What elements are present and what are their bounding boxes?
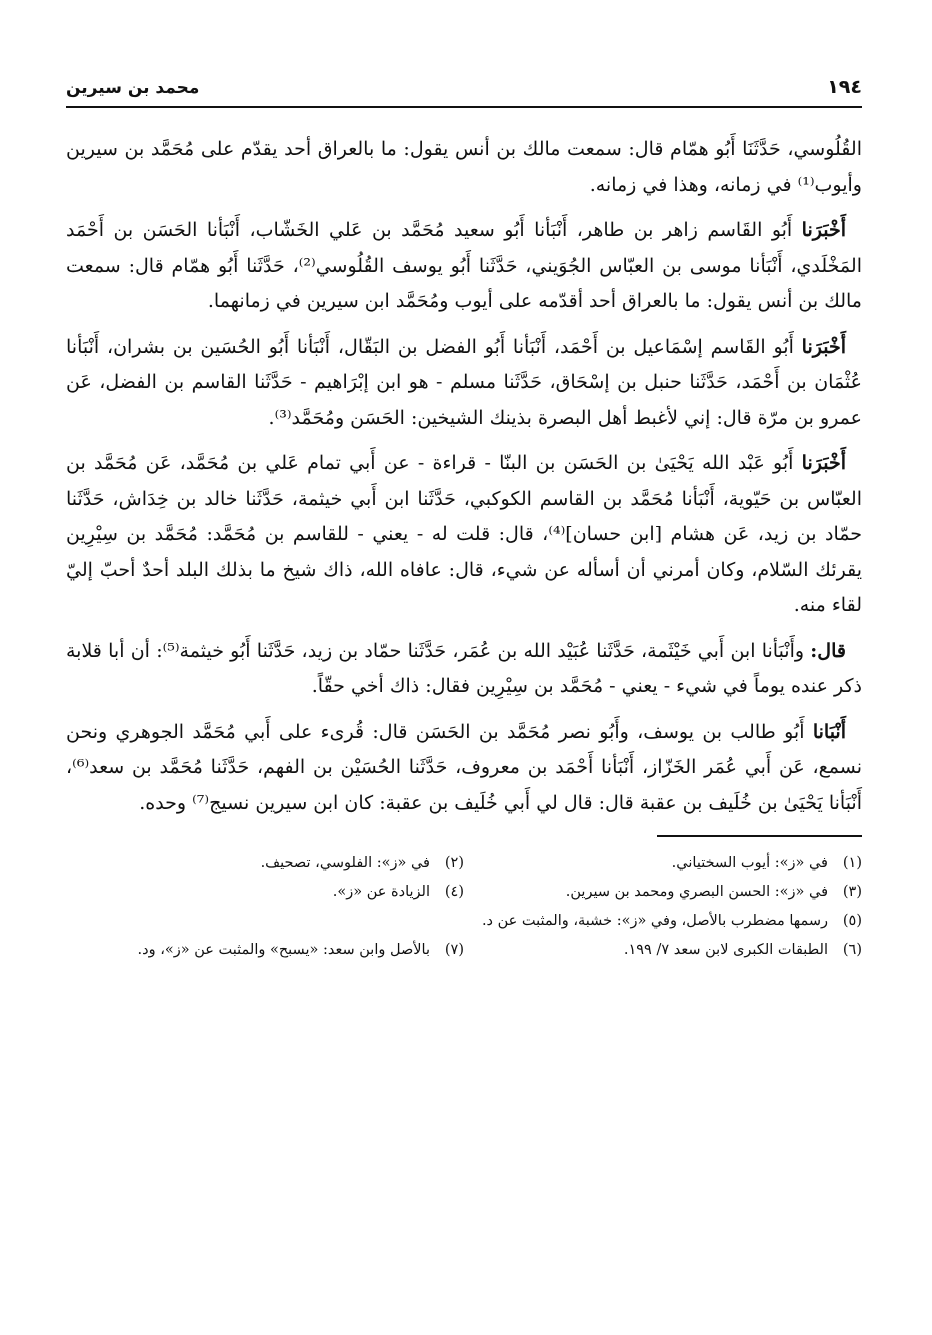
footnote-row [66, 878, 862, 907]
footnote-rule [657, 835, 862, 837]
footnote [66, 936, 464, 965]
paragraph [66, 213, 862, 320]
footnote [464, 878, 862, 907]
header-rule [66, 106, 862, 108]
paragraph [66, 330, 862, 437]
running-title: محمد بن سيرين [66, 78, 200, 98]
footnote [66, 849, 464, 878]
footnote-row [66, 936, 862, 965]
paragraph [66, 715, 862, 822]
body-text [66, 132, 862, 821]
paragraph-text: أَبُو القَاسم زاهر بن طاهر، أَنْبَأنا أَبُو سعيد مُحَمَّد بن عَلي الخَشّاب، أَنْبَأنا الحَسَن بن أَحْمَد المَخْلَدي، أَنْبَأنا موسى بن العبّاس الجُوَيني، حَدَّثَنا أَبُو يوسف القُلُوسي⁽²⁾، حَدَّثَنا أَبُو همّام قال: سمعت مالك بن أنس يقول: ما بالعراق أحد أقدّمه على أيوب ومُحَمَّد ابن سيرين في زمانهما. [66, 219, 862, 312]
footnotes [66, 849, 862, 965]
paragraph-lead: أَنْبَانا [812, 720, 846, 743]
footnote-number: (٧) [444, 942, 464, 958]
paragraph [66, 634, 862, 705]
running-head [66, 70, 862, 98]
footnote-text: الزيادة عن «ز». [332, 884, 430, 900]
footnote-text: رسمها مضطرب بالأصل، وفي «ز»: خشبة، والمثبت عن د. [481, 913, 828, 929]
footnote-text: في «ز»: الحسن البصري ومحمد بن سيرين. [565, 884, 828, 900]
paragraph-lead: أَخْبَرَنا [801, 335, 846, 358]
footnote-text: في «ز»: الفلوسي، تصحيف. [260, 855, 430, 871]
paragraph [66, 446, 862, 624]
footnote [66, 878, 464, 907]
paragraph-text: وأَنْبَأنا ابن أَبي خَيْثَمة، حَدَّثَنا عُبَيْد الله بن عُمَر، حَدَّثَنا حمّاد بن زيد، حَدَّثَنا أَبُو خيثمة⁽⁵⁾: أن أبا قلابة ذكر عنده يوماً في شيء - يعني - مُحَمَّد بن سِيْرِين فقال: ذاك أخي حقّاً. [66, 639, 862, 697]
paragraph-text: أَبُو القَاسم إسْمَاعيل بن أَحْمَد، أَنْبَأنا أَبُو الفضل بن البَقّال، أَنْبَأنا أَبُو الحُسَين بن بشران، أَنْبَأنا عُثْمَان بن أَحْمَد، حَدَّثَنا حنبل بن إسْحَاق، حَدَّثَنا مسلم - هو ابن إبْرَاهيم - حَدَّثَنا القاسم بن الفضل، عَن عمرو بن مرّة قال: إني لأغبط أهل البصرة بذينك الشيخين: الحَسَن ومُحَمَّد⁽³⁾. [66, 335, 862, 429]
footnote [66, 907, 862, 936]
paragraph-lead: أَخْبَرَنا [801, 219, 846, 241]
footnote-row [66, 907, 862, 936]
paragraph-text: القُلُوسي، حَدَّثَنَا أَبُو همّام قال: سمعت مالك بن أنس يقول: ما بالعراق أحد يقدّم على مُحَمَّد بن سيرين وأيوب⁽¹⁾ في زمانه، وهذا في زمانه. [66, 138, 862, 196]
paragraph-lead: أَخْبَرَنا [801, 452, 846, 474]
footnote-text: بالأصل وابن سعد: «يسبح» والمثبت عن «ز»، ود. [137, 942, 430, 958]
footnote [464, 849, 862, 878]
footnote-number: (٢) [444, 855, 464, 871]
footnote [464, 936, 862, 965]
footnote-number: (١) [842, 855, 862, 871]
footnote-text: في «ز»: أيوب السختياني. [671, 855, 828, 871]
page-number: ١٩٤ [827, 76, 862, 98]
footnote-number: (٥) [842, 913, 862, 929]
footnote-number: (٦) [842, 942, 862, 958]
paragraph-lead: قال: [810, 639, 846, 662]
footnote-number: (٣) [842, 884, 862, 900]
footnote-row [66, 849, 862, 878]
footnote-text: الطبقات الكبرى لابن سعد ٧/ ١٩٩. [623, 942, 828, 958]
paragraph [66, 132, 862, 203]
footnote-number: (٤) [444, 884, 464, 900]
paragraph-text: أَبُو طالب بن يوسف، وأَبُو نصر مُحَمَّد بن الحَسَن قال: قُرىء على أَبي مُحَمَّد الجوهري ونحن نسمع، عَن أَبي عُمَر الخَزّاز، أَنْبَأنا أَحْمَد بن معروف، حَدَّثَنا الحُسَيْن بن الفهم، حَدَّثَنا مُحَمَّد بن سعد⁽⁶⁾، أَنْبَأنا يَحْيَىٰ بن خُلَيف بن عقبة قال: قال لي أَبي خُلَيف بن عقبة: كان ابن سيرين نسيج⁽⁷⁾ وحده. [66, 720, 862, 814]
paragraph-text: أَبُو عَبْد الله يَحْيَىٰ بن الحَسَن بن البنّا - قراءة - عن أَبي تمام عَلي بن مُحَمَّد، عَن مُحَمَّد بن العبّاس بن حَيّوية، أَنْبَأنا مُحَمَّد بن القاسم الكوكبي، حَدَّثَنا ابن أَبي خيثمة، حَدَّثَنا خالد بن خِدَاش، حَدَّثَنا حمّاد بن زيد، عَن هشام [ابن حسان]⁽⁴⁾، قال: قلت له - يعني - للقاسم بن مُحَمَّد: مُحَمَّد بن سِيْرِين يقرئك السّلام، وكان أمرني أن أسأله عن شيء، قال: عافاه الله، ذاك شيخ ما بذلك البلد أحدٌ أحبّ إليّ لقاء منه. [66, 452, 862, 616]
